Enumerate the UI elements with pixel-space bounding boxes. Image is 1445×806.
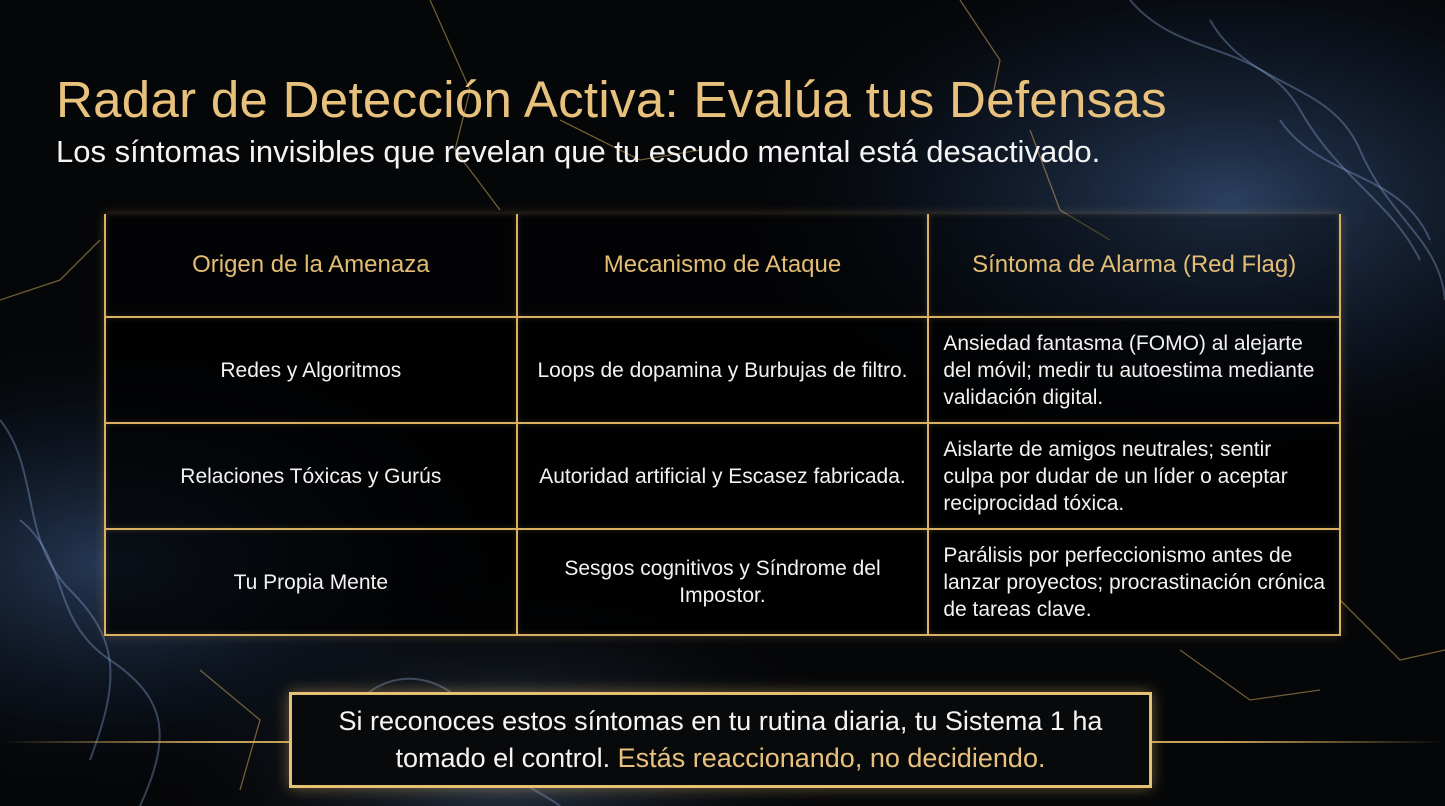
table-row (105, 529, 1340, 635)
callout-statement: Si reconoces estos síntomas en tu rutina diaria, tu Sistema 1 ha tomado el control. (338, 706, 1103, 773)
callout-box (289, 692, 1152, 788)
cell-mechanism: Autoridad artificial y Escasez fabricada. (517, 423, 929, 529)
callout-text (292, 703, 1149, 777)
column-header-symptom: Síntoma de Alarma (Red Flag) (928, 214, 1340, 317)
cell-symptom: Aislarte de amigos neutrales; sentir culpa por dudar de un líder o aceptar reciprocidad tóxica. (928, 423, 1340, 529)
cell-symptom: Ansiedad fantasma (FOMO) al alejarte del móvil; medir tu autoestima mediante validación digital. (928, 317, 1340, 423)
cell-symptom: Parálisis por perfeccionismo antes de lanzar proyectos; procrastinación crónica de tareas clave. (928, 529, 1340, 635)
page-subtitle: Los síntomas invisibles que revelan que tu escudo mental está desactivado. (56, 134, 1101, 169)
cell-origin: Relaciones Tóxicas y Gurús (105, 423, 517, 529)
callout-highlight: Estás reaccionando, no decidiendo. (617, 743, 1046, 773)
table-header-row (105, 214, 1340, 317)
column-header-origin: Origen de la Amenaza (105, 214, 517, 317)
cell-origin: Redes y Algoritmos (105, 317, 517, 423)
table-row (105, 317, 1340, 423)
table-row (105, 423, 1340, 529)
threat-table-container (104, 214, 1341, 636)
cell-mechanism: Loops de dopamina y Burbujas de filtro. (517, 317, 929, 423)
column-header-mechanism: Mecanismo de Ataque (517, 214, 929, 317)
page-title: Radar de Detección Activa: Evalúa tus Defensas (56, 71, 1167, 128)
threat-table (104, 214, 1341, 636)
cell-origin: Tu Propia Mente (105, 529, 517, 635)
cell-mechanism: Sesgos cognitivos y Síndrome del Impostor. (517, 529, 929, 635)
